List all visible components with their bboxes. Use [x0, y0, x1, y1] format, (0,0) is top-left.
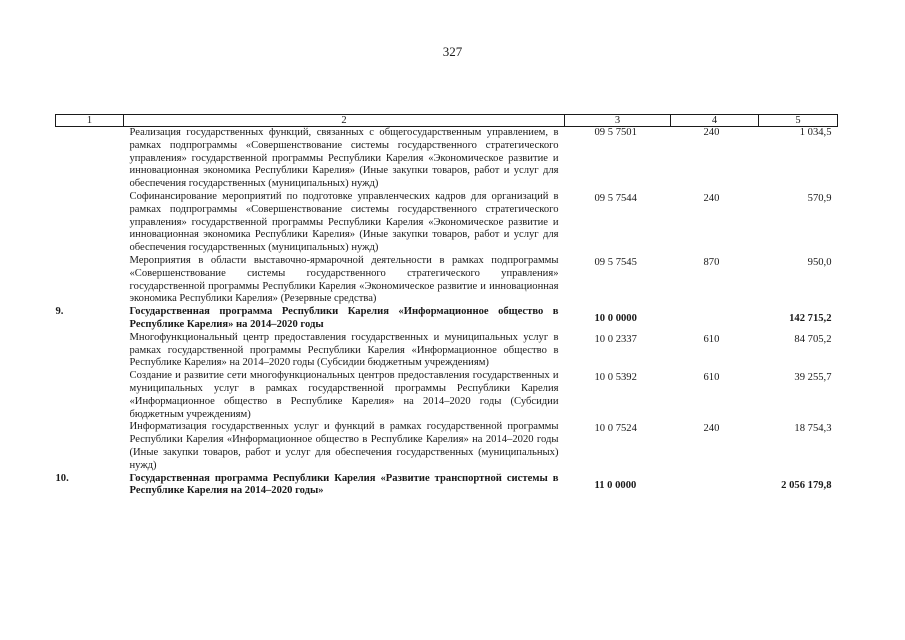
row-number	[56, 370, 124, 421]
row-target-code: 09 5 7544	[594, 192, 637, 204]
table-row	[56, 370, 838, 421]
table-row	[56, 127, 838, 191]
table-row	[56, 191, 838, 255]
row-expense-type	[671, 306, 759, 332]
table-row-section	[56, 473, 838, 499]
table-header-row	[56, 115, 838, 127]
page-number: 327	[442, 44, 463, 59]
row-amount: 84 705,2	[794, 333, 832, 345]
row-number	[56, 255, 124, 306]
row-amount: 1 034,5	[799, 127, 832, 138]
row-target-code: 10 0 2337	[594, 333, 637, 345]
row-description: Мероприятия в области выставочно-ярмарочной деятельности в рамках подпрограммы «Совершенствование системы государственного стратегического управления» государственной программы Республики Карелия «Экономическое развитие и инновационная экономика Республики Карелия» (Резервные средства)	[129, 254, 559, 305]
row-amount: 570,9	[807, 192, 832, 204]
header-col-5: 5	[759, 115, 838, 127]
row-description: Многофункциональный центр предоставления государственных и муниципальных услуг в рамках государственной программы Республики Карелия «Информационное общество в Республике Карелия» на 2014–2020 годы (Субсидии бюджетным учреждениям)	[129, 331, 559, 369]
row-target-code: 10 0 7524	[594, 423, 637, 435]
header-col-1: 1	[56, 115, 124, 127]
table-row	[56, 255, 838, 306]
row-target-code: 10 0 0000	[594, 313, 637, 325]
row-expense-type: 240	[703, 127, 720, 138]
budget-table	[55, 114, 838, 498]
row-target-code: 09 5 7545	[594, 256, 637, 268]
row-expense-type: 240	[703, 423, 720, 435]
row-amount: 39 255,7	[794, 372, 832, 384]
row-target-code: 09 5 7501	[594, 127, 637, 138]
row-expense-type	[671, 473, 759, 499]
row-expense-type: 610	[703, 372, 720, 384]
row-description: Софинансирование мероприятий по подготовке управленческих кадров для организаций в рамках подпрограммы «Совершенствование системы государственного стратегического управления» государственной программы Республики Карелия «Экономическое развитие и инновационная экономика Республики Карелия» (Иные закупки товаров, работ и услуг для обеспечения государственных (муниципальных) нужд)	[129, 190, 559, 254]
row-number	[56, 332, 124, 370]
row-number: 10.	[55, 472, 69, 484]
table-row	[56, 332, 838, 370]
row-expense-type: 240	[703, 192, 720, 204]
row-amount: 950,0	[807, 256, 832, 268]
row-number	[56, 127, 124, 191]
table-row-section	[56, 306, 838, 332]
row-description: Государственная программа Республики Карелия «Информационное общество в Республике Карелия» на 2014–2020 годы	[129, 306, 559, 330]
row-target-code: 11 0 0000	[594, 479, 637, 491]
row-target-code: 10 0 5392	[594, 372, 637, 384]
header-col-2: 2	[124, 115, 565, 127]
table-row	[56, 421, 838, 472]
row-amount: 2 056 179,8	[781, 479, 832, 491]
row-expense-type: 610	[703, 333, 720, 345]
row-description: Реализация государственных функций, связанных с общегосударственным управлением, в рамках подпрограммы «Совершенствование системы государственного стратегического управления» государственной программы Республики Карелия «Экономическое развитие и инновационная экономика Республики Карелия» (Иные закупки товаров, работ и услуг для обеспечения государственных (муниципальных) нужд)	[129, 127, 559, 190]
row-description: Государственная программа Республики Карелия «Развитие транспортной системы в Республике Карелия на 2014–2020 годы»	[129, 472, 559, 497]
row-number: 9.	[55, 306, 64, 318]
row-description: Информатизация государственных услуг и функций в рамках государственной программы Республики Карелия «Информационное общество в Республике Карелия» на 2014–2020 годы (Иные закупки товаров, работ и услуг для обеспечения государственных (муниципальных) нужд)	[129, 421, 559, 471]
header-col-3: 3	[565, 115, 671, 127]
row-amount: 142 715,2	[789, 313, 832, 325]
row-expense-type: 870	[703, 256, 720, 268]
row-number	[56, 191, 124, 255]
row-amount: 18 754,3	[794, 423, 832, 435]
row-number	[56, 421, 124, 472]
header-col-4: 4	[671, 115, 759, 127]
row-description: Создание и развитие сети многофункциональных центров предоставления государственных и муниципальных услуг в рамках государственной программы Республики Карелия «Информационное общество в Республике Карелия» на 2014–2020 годы (Субсидии бюджетным учреждениям)	[129, 370, 559, 420]
